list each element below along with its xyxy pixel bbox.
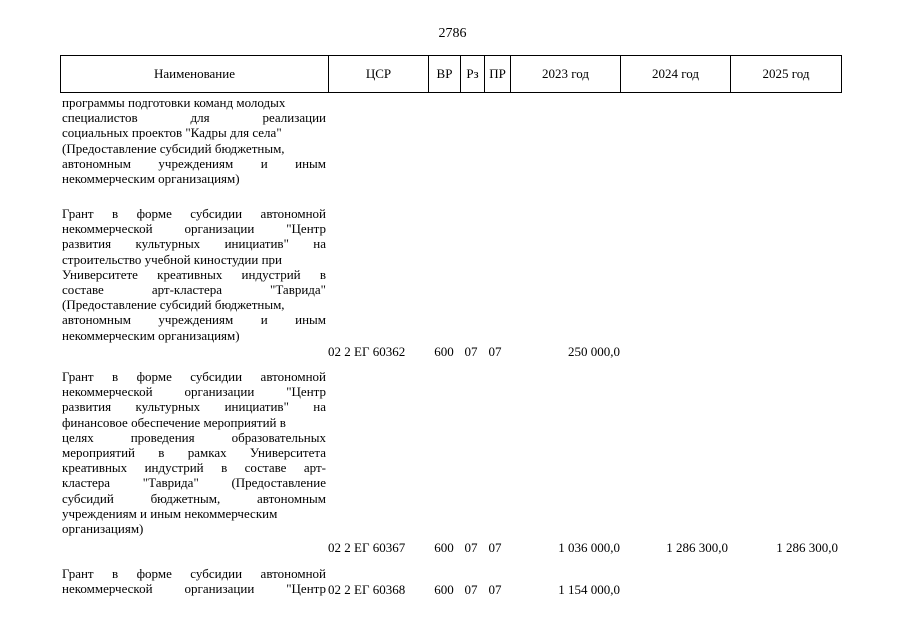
row-text-line: финансовое обеспечение мероприятий в xyxy=(62,414,286,430)
header-pr: ПР xyxy=(485,56,511,92)
row-text-line: автономным учреждениям и иным xyxy=(62,155,326,171)
row-vr: 600 xyxy=(434,344,454,359)
table-row-name xyxy=(62,206,326,343)
row-text-line: кластера "Таврида" (Предоставление xyxy=(62,475,326,491)
row-text-line: Грант в форме субсидии автономной xyxy=(62,206,326,221)
header-2025: 2025 год xyxy=(762,66,810,81)
row-rz: 07 xyxy=(464,582,478,597)
table-header xyxy=(60,55,842,93)
row-pr: 07 xyxy=(488,344,502,359)
row-text-line: некоммерческой организации "Центр xyxy=(62,581,326,597)
table-row-name xyxy=(62,95,326,186)
row-text-line: Университете креативных индустрий в xyxy=(62,266,326,282)
row-text-line: развития культурных инициатив" на xyxy=(62,399,326,415)
row-text-line: мероприятий в рамках Университета xyxy=(62,444,326,460)
row-text-line: составе арт-кластера "Таврида" xyxy=(62,281,326,297)
header-csr: ЦСР xyxy=(329,56,429,92)
row-text-line: некоммерческой организации "Центр xyxy=(62,384,326,400)
header-vr: ВР xyxy=(429,56,461,92)
row-text-line: некоммерческим организациям) xyxy=(62,327,240,343)
row-2023-value: 1 036 000,0 xyxy=(558,540,620,555)
header-2024: 2024 год xyxy=(621,56,731,92)
row-text-line: Грант в форме субсидии автономной xyxy=(62,369,326,384)
row-text-line: организациям) xyxy=(62,520,144,536)
table-row-name xyxy=(62,369,326,536)
row-text-line: строительство учебной киностудии при xyxy=(62,251,282,267)
header-2023: 2023 год xyxy=(511,56,621,92)
row-text-line: креативных индустрий в составе арт- xyxy=(62,460,326,476)
row-rz: 07 xyxy=(464,344,478,359)
row-pr: 07 xyxy=(488,540,502,555)
header-name: Наименование xyxy=(61,56,329,92)
table-row-name xyxy=(62,566,326,596)
row-csr: 02 2 ЕГ 60362 xyxy=(328,344,406,359)
row-csr: 02 2 ЕГ 60367 xyxy=(328,540,406,555)
row-text-line: некоммерческой организации "Центр xyxy=(62,221,326,237)
row-text-line: целях проведения образовательных xyxy=(62,429,326,445)
row-vr: 600 xyxy=(434,540,454,555)
row-vr: 600 xyxy=(434,582,454,597)
row-csr: 02 2 ЕГ 60368 xyxy=(328,582,406,597)
row-text-line: учреждениям и иным некоммерческим xyxy=(62,505,278,521)
row-text-line: социальных проектов "Кадры для села" xyxy=(62,125,282,141)
row-rz: 07 xyxy=(464,540,478,555)
row-2025-value: 1 286 300,0 xyxy=(776,540,838,555)
row-text-line: автономным учреждениям и иным xyxy=(62,312,326,328)
page-number: 2786 xyxy=(438,26,467,41)
row-text-line: Грант в форме субсидии автономной xyxy=(62,566,326,581)
row-text-line: развития культурных инициатив" на xyxy=(62,236,326,252)
row-text-line: (Предоставление субсидий бюджетным, xyxy=(62,140,285,156)
row-text-line: (Предоставление субсидий бюджетным, xyxy=(62,297,285,313)
row-text-line: некоммерческим организациям) xyxy=(62,170,240,186)
row-2023-value: 250 000,0 xyxy=(568,344,620,359)
row-text-line: субсидий бюджетным, автономным xyxy=(62,490,326,506)
row-text-line: программы подготовки команд молодых xyxy=(62,95,286,110)
row-text-line: специалистов для реализации xyxy=(62,110,326,126)
row-2024-value: 1 286 300,0 xyxy=(666,540,728,555)
header-rz: Рз xyxy=(461,56,485,92)
row-pr: 07 xyxy=(488,582,502,597)
row-2023-value: 1 154 000,0 xyxy=(558,582,620,597)
